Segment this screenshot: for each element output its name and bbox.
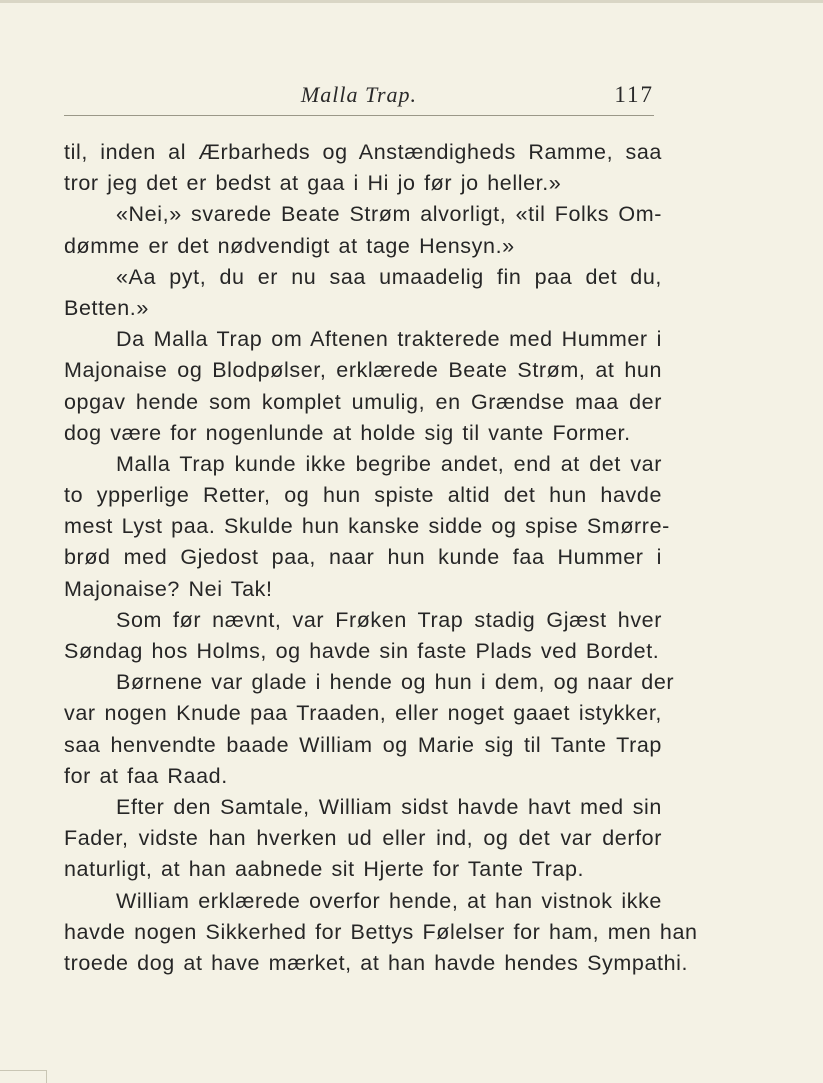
body-text: [64, 137, 698, 979]
text-line: til, inden al Ærbarheds og Anstændigheds Ramme, saa: [64, 140, 662, 164]
text-line: to ypperlige Retter, og hun spiste altid det hun havde: [64, 483, 662, 508]
text-line: brød med Gjedost paa, naar hun kunde faa Hummer i: [64, 545, 662, 570]
text-line: dømme er det nødvendigt at tage Hensyn.»: [64, 233, 515, 258]
text-line: Som før nævnt, var Frøken Trap stadig Gjæst hver: [116, 607, 662, 632]
text-line: tror jeg det er bedst at gaa i Hi jo før jo heller.»: [64, 171, 562, 196]
text-line: havde nogen Sikkerhed for Bettys Følelser for ham, men han: [64, 919, 698, 944]
page-top-edge: [0, 0, 823, 3]
text-line: William erklærede overfor hende, at han vistnok ikke: [116, 888, 662, 913]
text-line: for at faa Raad.: [64, 763, 228, 788]
header-rule: [64, 115, 654, 116]
text-line: «Aa pyt, du er nu saa umaadelig fin paa det du,: [116, 264, 662, 289]
text-line: Efter den Samtale, William sidst havde havt med sin: [116, 794, 662, 819]
text-line: dog være for nogenlunde at holde sig til vante Former.: [64, 420, 631, 445]
text-line: saa henvendte baade William og Marie sig til Tante Trap: [64, 732, 662, 757]
running-title: Malla Trap.: [300, 82, 418, 107]
text-line: «Nei,» svarede Beate Strøm alvorligt, «til Folks Om-: [116, 202, 662, 227]
page-number: 117: [614, 82, 654, 107]
text-line: Betten.»: [64, 295, 149, 320]
text-line: Da Malla Trap om Aftenen trakterede med Hummer i: [116, 327, 662, 352]
text-line: Majonaise? Nei Tak!: [64, 576, 273, 601]
text-line: Fader, vidste han hverken ud eller ind, og det var derfor: [64, 826, 662, 851]
scan-corner-mark: [0, 1070, 47, 1083]
text-line: var nogen Knude paa Traaden, eller noget gaaet istykker,: [64, 701, 662, 726]
text-line: naturligt, at han aabnede sit Hjerte for Tante Trap.: [64, 857, 585, 882]
text-line: Søndag hos Holms, og havde sin faste Plads ved Bordet.: [64, 639, 660, 663]
text-line: opgav hende som komplet umulig, en Grændse maa der: [64, 389, 662, 414]
text-line: troede dog at have mærket, at han havde hendes Sympathi.: [64, 950, 689, 975]
text-line: Majonaise og Blodpølser, erklærede Beate Strøm, at hun: [64, 358, 662, 383]
text-line: mest Lyst paa. Skulde hun kanske sidde og spise Smørre-: [64, 514, 670, 539]
page-header: [64, 74, 654, 114]
text-line: Børnene var glade i hende og hun i dem, og naar der: [116, 670, 675, 695]
text-line: Malla Trap kunde ikke begribe andet, end at det var: [116, 451, 662, 476]
